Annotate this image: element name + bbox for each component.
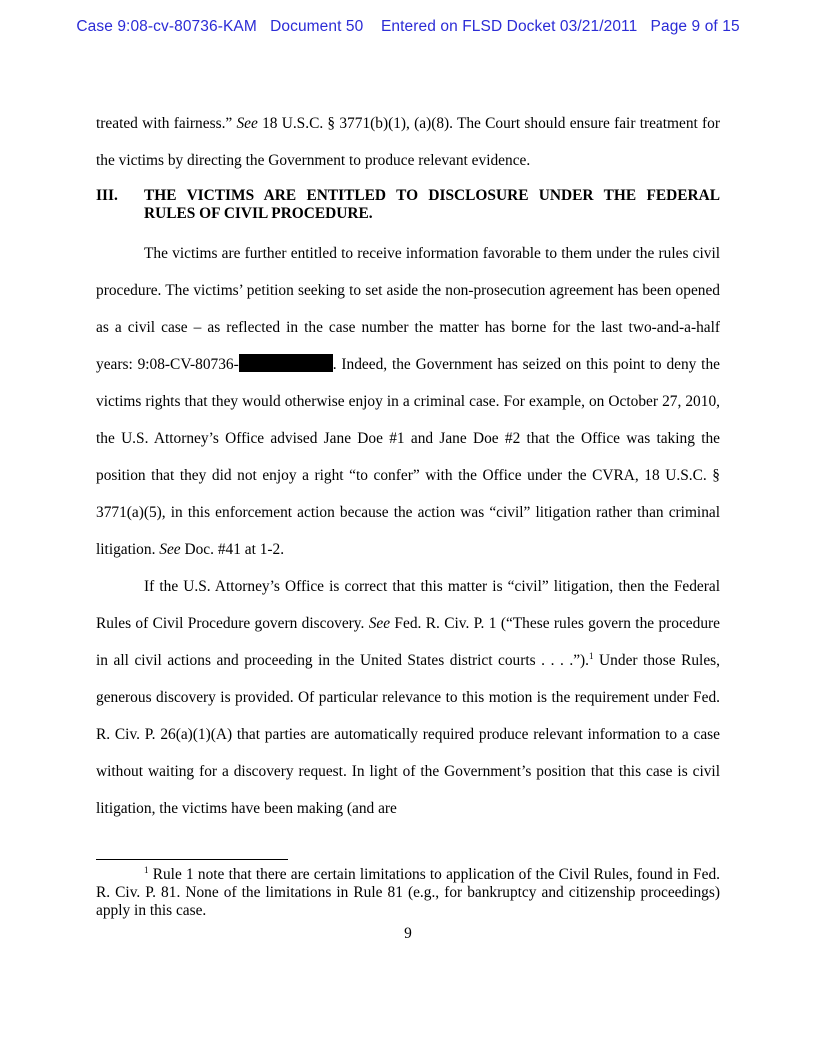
page-number: 9 xyxy=(404,925,412,942)
text-segment: Under those Rules, generous discovery is provided. Of particular relevance to this motion is the requirement under Fed. R. Civ. P. 26(a)(1)(A) that parties are automatically required produce relevant information to a case without waiting for a discovery request. In light of the Government’s position that this case is civil litigation, the victims have been making (and are xyxy=(96,652,720,817)
footnote-text: Rule 1 note that there are certain limitations to application of the Civil Rules, found in Fed. R. Civ. P. 81. None of the limitations in Rule 81 (e.g., for bankruptcy and citizenship proceedings) apply in this case. xyxy=(96,866,720,919)
footnote-divider xyxy=(96,859,288,860)
footnote xyxy=(96,866,720,920)
paragraph-continuation xyxy=(96,105,720,179)
section-heading xyxy=(96,187,720,223)
text-segment: Fed. R. Civ. P. 1 (“These rules govern the procedure in all civil actions and proceeding in the United States district courts . . . .”). xyxy=(96,615,720,669)
footnote-marker: 1 xyxy=(144,865,149,875)
docket-header: Case 9:08-cv-80736-KAM Document 50 Entered on FLSD Docket 03/21/2011 Page 9 of 15 xyxy=(76,18,740,35)
paragraph-attorney-office xyxy=(96,568,720,827)
section-title: THE VICTIMS ARE ENTITLED TO DISCLOSURE UNDER THE FEDERAL RULES OF CIVIL PROCEDURE. xyxy=(144,187,720,222)
redaction-box xyxy=(239,354,333,372)
section-number: III. xyxy=(96,187,118,204)
paragraph-rules xyxy=(96,235,720,568)
text-segment: The victims are further entitled to receive information favorable to them under the rules civil procedure. The victims’ petition seeking to set aside the non-prosecution agreement has been opened as a civil case – as reflected in the case number the matter has borne for the last two-and-a-half years: 9:08-CV-80736- xyxy=(96,245,720,373)
citation-signal: See xyxy=(159,541,181,558)
citation-signal: See xyxy=(368,615,391,632)
text-segment: 18 U.S.C. § 3771(b)(1), (a)(8). The Court should ensure fair treatment for the victims by directing the Government to produce relevant evidence. xyxy=(96,115,720,169)
text-segment: . Indeed, the Government has seized on this point to deny the victims rights that they would otherwise enjoy in a criminal case. For example, on October 27, 2010, the U.S. Attorney’s Office advised Jane Doe #1 and Jane Doe #2 that the Office was taking the position that they did not enjoy a right “to confer” with the Office under the CVRA, 18 U.S.C. § 3771(a)(5), in this enforcement action because the action was “civil” litigation rather than criminal litigation. xyxy=(96,356,720,558)
text-segment: If the U.S. Attorney’s Office is correct that this matter is “civil” litigation, then the Federal Rules of Civil Procedure govern discovery. xyxy=(96,578,720,632)
text-segment: treated with fairness.” xyxy=(96,115,237,132)
document-body xyxy=(96,105,720,827)
citation-signal: See xyxy=(236,115,258,132)
text-segment: Doc. #41 at 1-2. xyxy=(180,541,285,558)
footnote-reference[interactable]: 1 xyxy=(589,651,594,661)
